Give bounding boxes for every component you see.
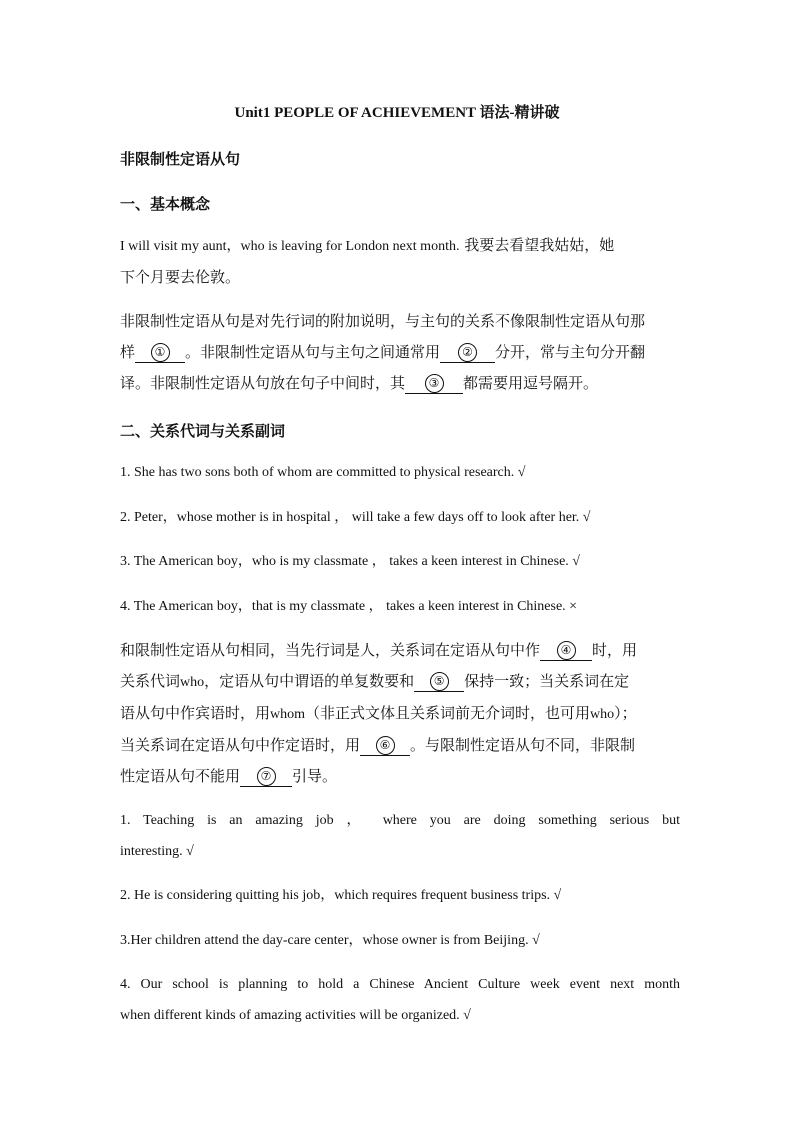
part2-example-b1-line1: 1. Teaching is an amazing job ， where you are doing something serious but bbox=[120, 813, 680, 828]
blank-number-7: ⑦ bbox=[257, 767, 276, 786]
blank-number-6: ⑥ bbox=[376, 736, 395, 755]
part2-example-b4-line1: 4. Our school is planning to hold a Chinese Ancient Culture week event next month bbox=[120, 977, 680, 992]
part2-explain-en: who bbox=[590, 707, 615, 722]
fill-blank-5 bbox=[414, 672, 464, 692]
part1-explain-text: 。非限制性定语从句与主句之间通常用 bbox=[185, 343, 441, 361]
part2-explain bbox=[120, 635, 676, 792]
fill-blank-2 bbox=[440, 343, 495, 363]
part2-explain-text: ，定语从句中谓语的单复数要和 bbox=[204, 672, 415, 690]
blank-number-3: ③ bbox=[425, 374, 444, 393]
part2-example-1: 1. She has two sons both of whom are committed to physical research. √ bbox=[120, 465, 526, 480]
part2-example-b2 bbox=[120, 880, 680, 911]
fill-blank-1 bbox=[135, 343, 185, 363]
part2-explain-text: ）； bbox=[614, 704, 637, 722]
part1-explain-text: 都需要用逗号隔开。 bbox=[463, 374, 599, 392]
section-title: 非限制性定语从句 bbox=[120, 150, 241, 168]
part2-explain-text: 性定语从句不能用 bbox=[120, 767, 241, 785]
part2-explain-text: 引导。 bbox=[292, 767, 338, 785]
part1-explain-text: 分开，常与主句分开翻 bbox=[495, 343, 646, 361]
part2-example-b4-line2: when different kinds of amazing activities will be organized. √ bbox=[120, 1008, 471, 1023]
part1-explain bbox=[120, 306, 676, 399]
part1-explain-line3 bbox=[120, 368, 676, 399]
part2-example-b2-line1: 2. He is considering quitting his job，which requires frequent business trips. √ bbox=[120, 888, 562, 903]
part2-explain-en: whom bbox=[270, 707, 306, 722]
part1-explain-line2 bbox=[120, 337, 676, 368]
fill-blank-4 bbox=[540, 641, 592, 661]
blank-number-5: ⑤ bbox=[430, 672, 449, 691]
part2-example-2: 2. Peter，whose mother is in hospital ， will take a few days off to look after her. √ bbox=[120, 510, 591, 525]
part2-explain-line5 bbox=[120, 761, 676, 792]
part2-explain-text: 语从句中作宾语时，用 bbox=[120, 704, 271, 722]
part2-explain-text: 当关系词在定语从句中作定语时，用 bbox=[120, 736, 361, 754]
part1-explain-text: 译。非限制性定语从句放在句子中间时，其 bbox=[120, 374, 406, 392]
part1-example bbox=[120, 230, 676, 293]
blank-number-1: ① bbox=[151, 343, 170, 362]
part2-explain-text: 。与限制性定语从句不同，非限制 bbox=[410, 736, 636, 754]
part2-explain-text: （非正式文体且关系词前无介词时，也可用 bbox=[305, 704, 591, 722]
fill-blank-6 bbox=[360, 736, 410, 756]
blank-number-4: ④ bbox=[557, 641, 576, 660]
part1-example-line1 bbox=[120, 230, 676, 262]
part2-explain-en: who bbox=[180, 675, 205, 690]
part2-example-3: 3. The American boy，who is my classmate ， takes a keen interest in Chinese. √ bbox=[120, 554, 580, 569]
part2-example-b1 bbox=[120, 805, 680, 867]
part2-explain-line4 bbox=[120, 730, 676, 761]
part2-example-b1-line2: interesting. √ bbox=[120, 844, 194, 859]
part2-explain-line3 bbox=[120, 698, 676, 730]
part2-explain-text: 时，用 bbox=[592, 641, 638, 659]
part2-explain-text: 关系代词 bbox=[120, 672, 181, 690]
page-title: Unit1 PEOPLE OF ACHIEVEMENT 语法-精讲破 bbox=[234, 105, 560, 121]
part2-example-b4 bbox=[120, 969, 680, 1031]
part2-example-b3 bbox=[120, 925, 680, 956]
part2-explain-text: 和限制性定语从句相同，当先行词是人，关系词在定语从句中作 bbox=[120, 641, 541, 659]
part2-explain-line2 bbox=[120, 666, 676, 698]
part2-explain-line1 bbox=[120, 635, 676, 666]
part1-example-zh-b: 下个月要去伦敦。 bbox=[120, 268, 241, 286]
blank-number-2: ② bbox=[458, 343, 477, 362]
part2-heading: 二、关系代词与关系副词 bbox=[120, 422, 286, 440]
part1-explain-text: 样 bbox=[120, 343, 136, 361]
part2-example-4: 4. The American boy，that is my classmate ， takes a keen interest in Chinese. × bbox=[120, 599, 578, 614]
part2-explain-text: 保持一致；当关系词在定 bbox=[464, 672, 630, 690]
part1-explain-line1: 非限制性定语从句是对先行词的附加说明，与主句的关系不像限制性定语从句那 bbox=[120, 312, 646, 330]
fill-blank-3 bbox=[405, 374, 463, 394]
part1-heading: 一、基本概念 bbox=[120, 195, 211, 213]
part1-example-en: I will visit my aunt，who is leaving for London next month. bbox=[120, 239, 460, 254]
fill-blank-7 bbox=[240, 767, 292, 787]
part2-example-b3-line1: 3.Her children attend the day-care center，whose owner is from Beijing. √ bbox=[120, 933, 540, 948]
part1-example-zh-a: 我要去看望我姑姑，她 bbox=[464, 236, 615, 254]
